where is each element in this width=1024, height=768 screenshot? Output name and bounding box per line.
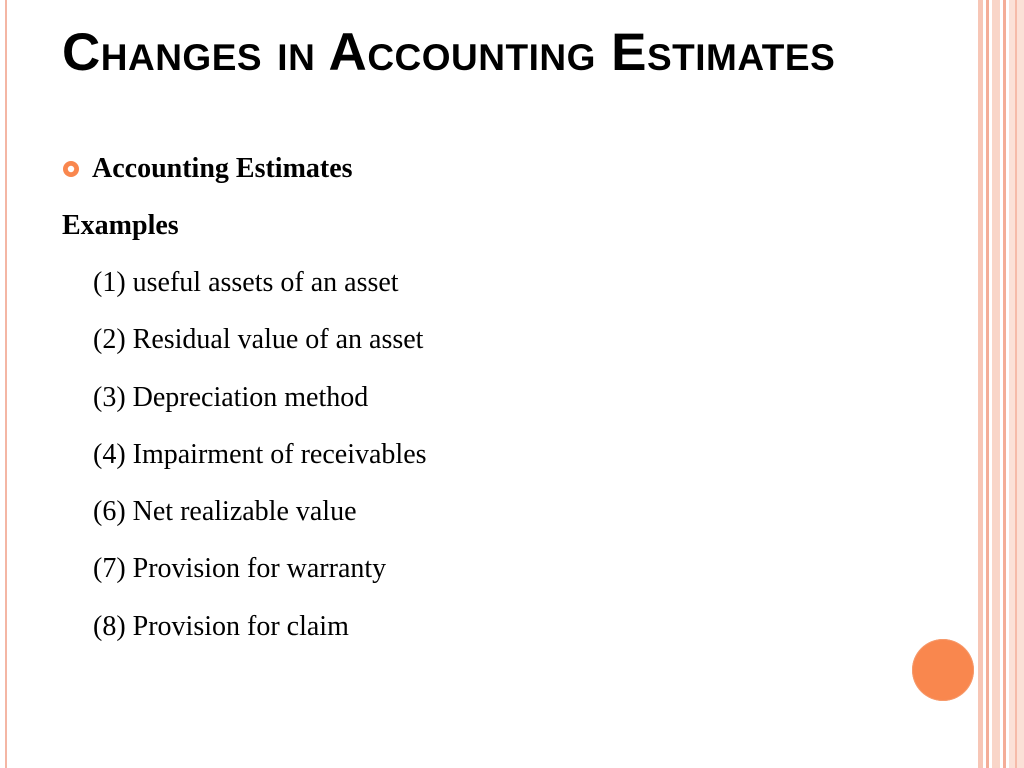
orange-circle-bullet-icon xyxy=(62,160,80,178)
list-item: (3) Depreciation method xyxy=(93,381,369,413)
slide-title: Changes in Accounting Estimates xyxy=(62,23,836,82)
bullet-row xyxy=(62,151,353,187)
examples-heading: Examples xyxy=(62,210,179,241)
list-item: (6) Net realizable value xyxy=(93,496,357,528)
list-item: (2) Residual value of an asset xyxy=(93,324,424,356)
decorative-stripe xyxy=(992,0,1000,768)
list-item: (4) Impairment of receivables xyxy=(93,438,427,470)
left-border-line xyxy=(5,0,7,768)
decorative-stripe xyxy=(1003,0,1006,768)
examples-list xyxy=(93,265,427,666)
decorative-stripe xyxy=(978,0,983,768)
accent-circle xyxy=(912,639,974,701)
list-item: (1) useful assets of an asset xyxy=(93,267,399,298)
list-item: (8) Provision for claim xyxy=(93,610,349,642)
decorative-stripe xyxy=(1015,0,1017,768)
bullet-label: Accounting Estimates xyxy=(92,153,353,184)
list-item: (7) Provision for warranty xyxy=(93,553,387,585)
decorative-stripe xyxy=(986,0,989,768)
